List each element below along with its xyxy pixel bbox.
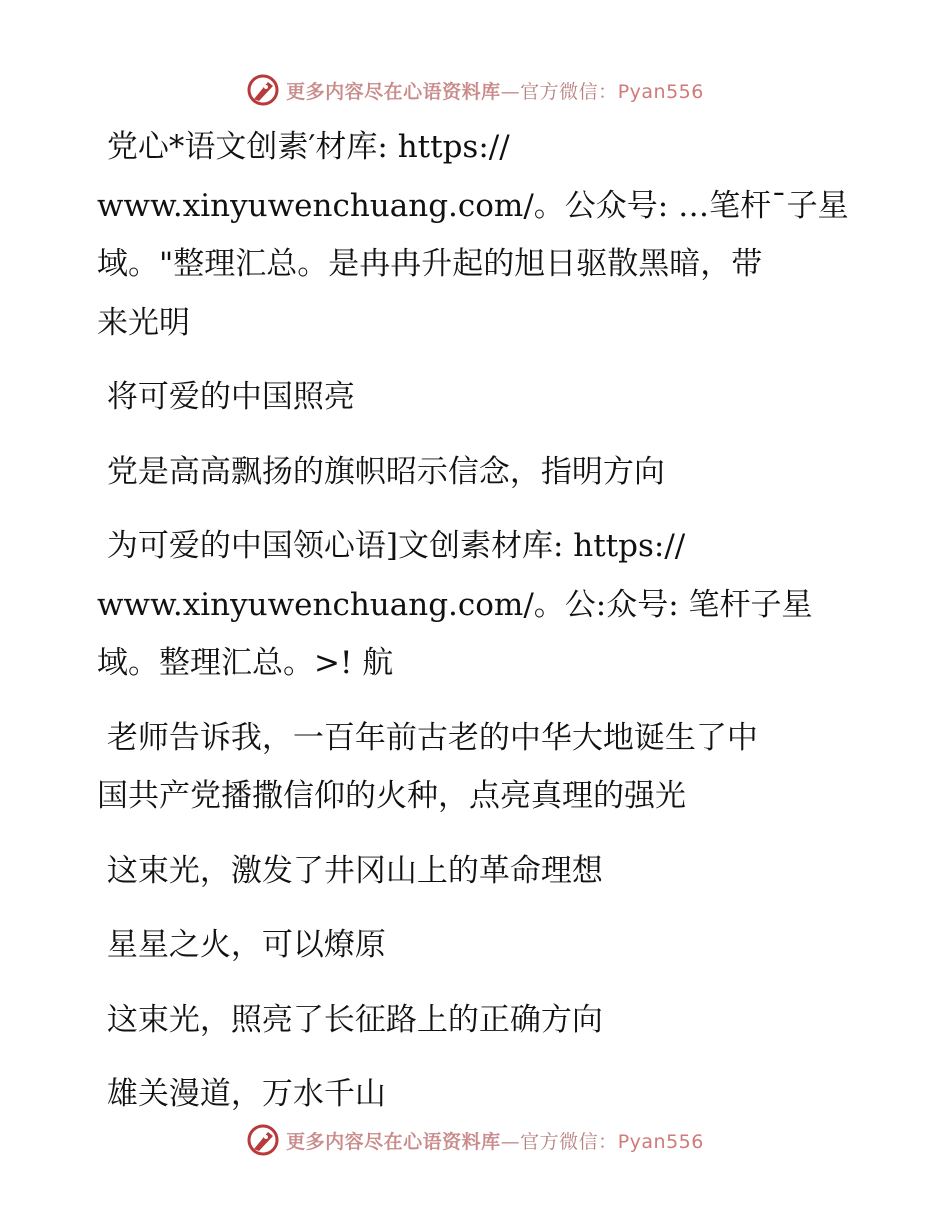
pen-nib-logo-icon — [246, 1123, 280, 1157]
paragraph — [97, 517, 877, 693]
banner-wechat-label: 官方微信： — [520, 80, 618, 103]
paragraph — [97, 368, 877, 427]
header-banner-text — [286, 77, 704, 104]
text-line: 雄关漫道，万水千山 — [97, 1076, 386, 1112]
header-banner — [0, 70, 950, 110]
footer-banner — [0, 1120, 950, 1160]
text-line: 域。整理汇总。>! 航 — [97, 645, 394, 681]
text-line: 将可爱的中国照亮 — [97, 379, 355, 415]
paragraph — [97, 916, 877, 975]
paragraph — [97, 118, 877, 352]
text-line: 这束光，照亮了长征路上的正确方向 — [97, 1001, 603, 1038]
text-line: 为可爱的中国领心语]文创素材库: https:// — [97, 528, 686, 564]
paragraph — [97, 443, 877, 502]
pen-nib-logo-icon — [246, 73, 280, 107]
text-line: 星星之火，可以燎原 — [97, 927, 386, 963]
banner-wechat-id: Pyan556 — [617, 80, 704, 103]
text-line: 党心*语文创素′材库: https:// — [97, 129, 510, 165]
document-body — [97, 118, 877, 1140]
paragraph — [97, 842, 877, 901]
paragraph — [97, 1065, 877, 1124]
text-line: 这束光，激发了井冈山上的革命理想 — [97, 852, 603, 889]
text-line: 域。"整理汇总。是冉冉升起的旭日驱散黑暗，带 — [97, 246, 763, 282]
banner-main-text: 更多内容尽在心语资料库 — [286, 1130, 501, 1153]
text-line: 国共产党播撒信仰的火种，点亮真理的强光 — [97, 778, 686, 814]
banner-wechat-id: Pyan556 — [617, 1130, 704, 1153]
banner-dash: — — [500, 80, 521, 103]
banner-wechat-label: 官方微信： — [520, 1130, 618, 1153]
text-line: 党是高高飘扬的旗帜昭示信念，指明方向 — [97, 453, 665, 490]
text-line: www.xinyuwenchuang.com/。公众号: …笔杆¯子星 — [97, 187, 849, 224]
banner-main-text: 更多内容尽在心语资料库 — [286, 80, 501, 103]
paragraph — [97, 991, 877, 1050]
text-line: 来光明 — [97, 304, 190, 341]
text-line: 老师告诉我，一百年前古老的中华大地诞生了中 — [97, 719, 758, 756]
footer-banner-text — [286, 1127, 704, 1154]
banner-dash: — — [500, 1130, 521, 1153]
paragraph — [97, 709, 877, 826]
text-line: www.xinyuwenchuang.com/。公:众号: 笔杆子星 — [97, 586, 813, 623]
